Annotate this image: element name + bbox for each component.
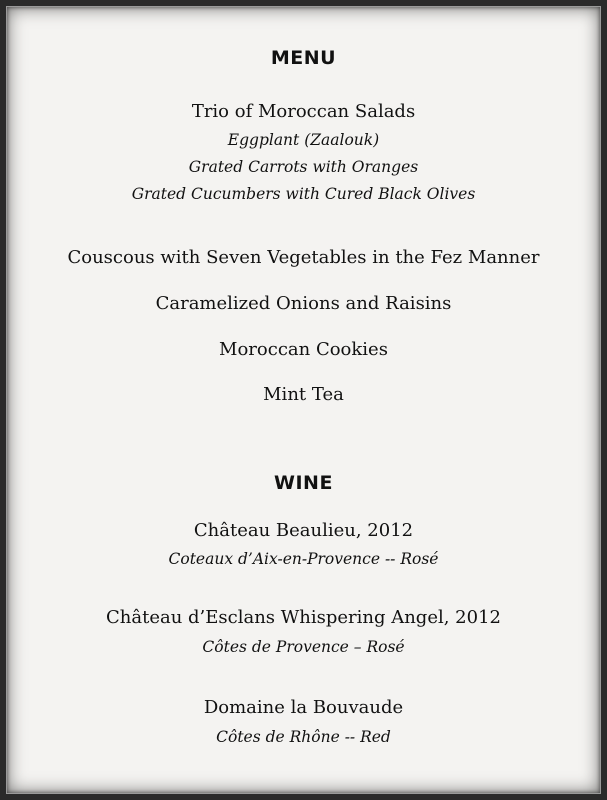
wine-region: Côtes de Provence – Rosé: [202, 638, 405, 656]
salad-item: Eggplant (Zaalouk): [227, 131, 380, 149]
wine-region: Coteaux d’Aix-en-Provence -- Rosé: [168, 550, 439, 568]
course-item: Caramelized Onions and Raisins: [155, 293, 452, 314]
course-item: Moroccan Cookies: [219, 339, 388, 360]
menu-heading: MENU: [270, 47, 337, 69]
salad-item: Grated Carrots with Oranges: [188, 158, 419, 176]
course-item: Couscous with Seven Vegetables in the Fez Manner: [67, 247, 540, 268]
wine-name: Château d’Esclans Whispering Angel, 2012: [105, 607, 501, 628]
course-item: Mint Tea: [263, 384, 344, 405]
wine-heading: WINE: [274, 472, 333, 494]
menu-card: [6, 6, 601, 794]
wine-name: Château Beaulieu, 2012: [193, 520, 414, 541]
menu-content: [7, 7, 600, 793]
salads-title: Trio of Moroccan Salads: [191, 101, 416, 122]
wine-region: Côtes de Rhône -- Red: [216, 728, 391, 746]
wine-name: Domaine la Bouvaude: [203, 697, 404, 718]
salad-item: Grated Cucumbers with Cured Black Olives: [131, 185, 476, 203]
